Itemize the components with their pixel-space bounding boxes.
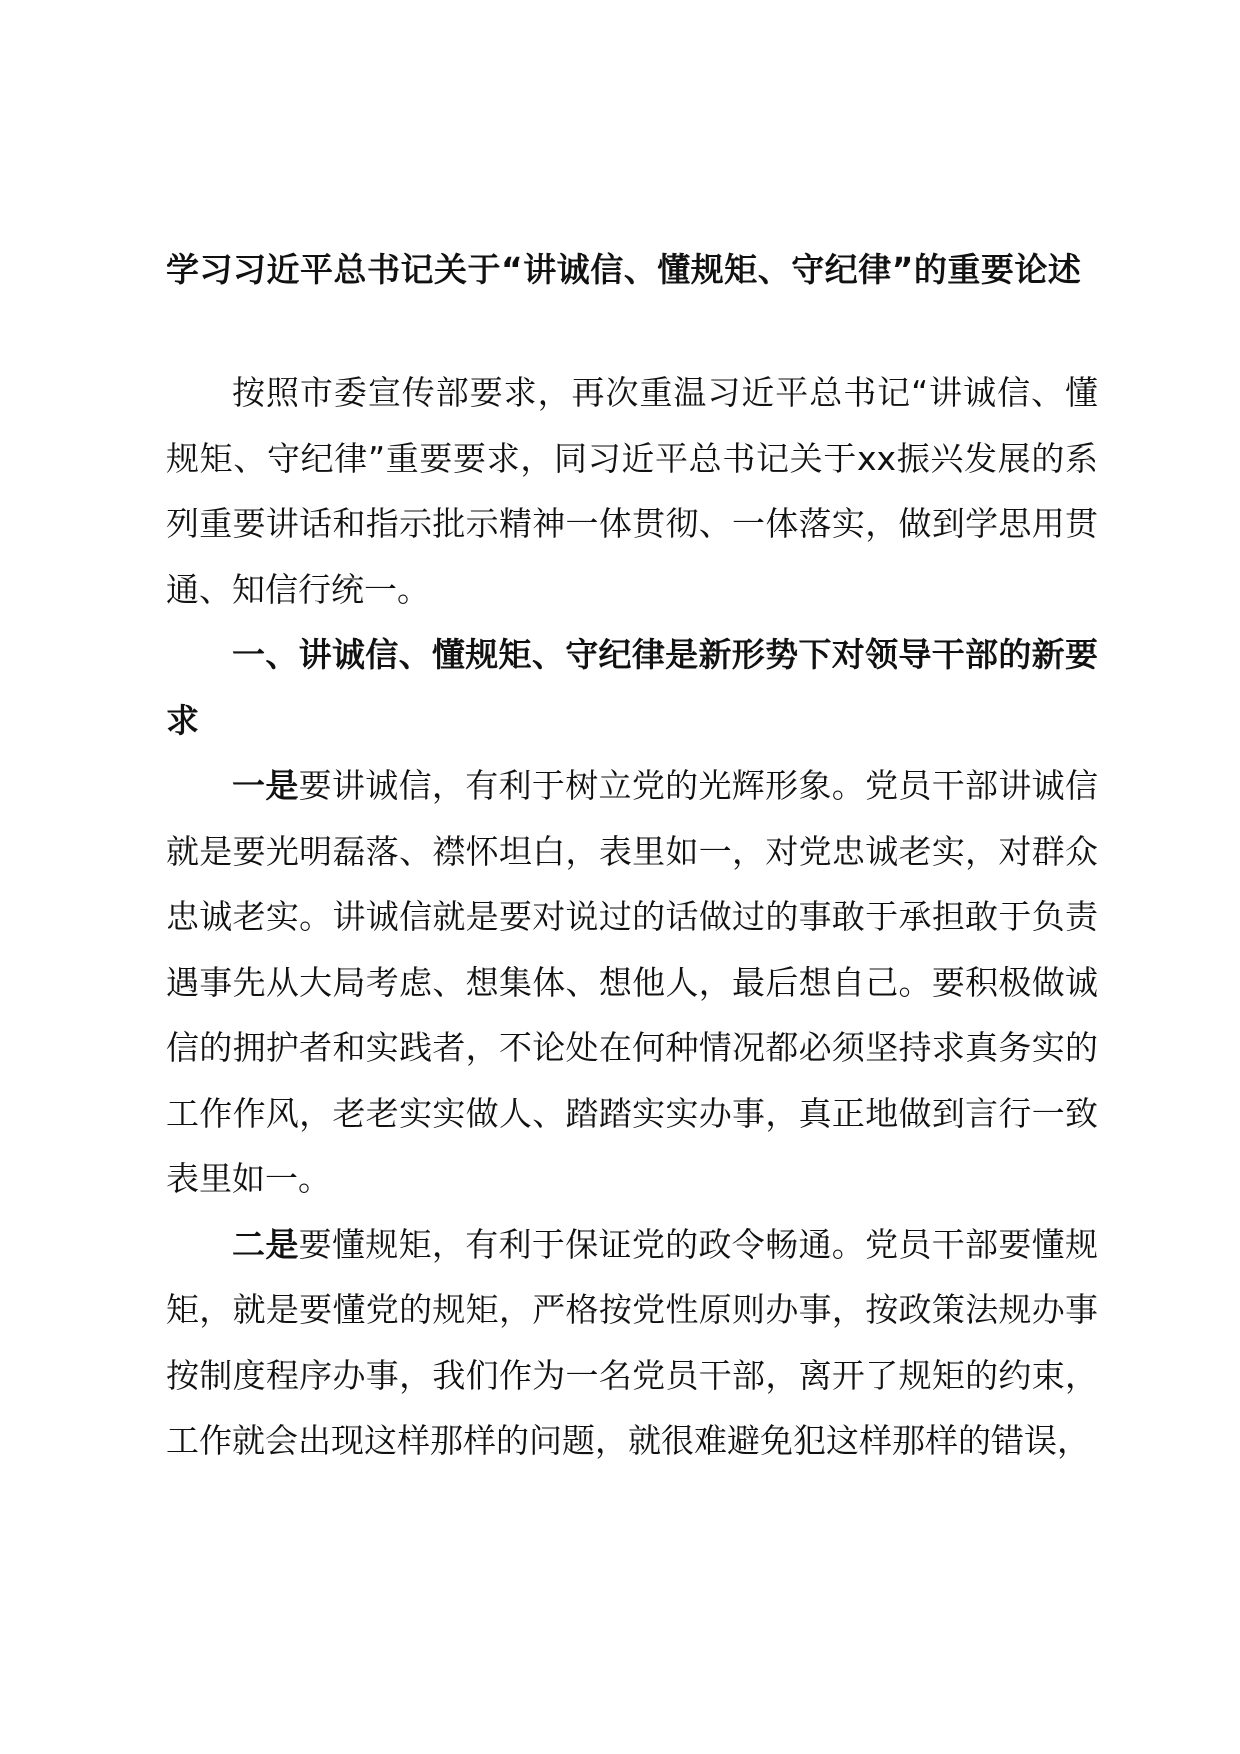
point-one-text: 要讲诚信，有利于树立党的光辉形象。党员干部讲诚信就是要光明磊落、襟怀坦白，表里如一，对党忠诚老实，对群众忠诚老实。讲诚信就是要对说过的话做过的事敢于承担敢于负责遇事先从大局考虑、想集体、想他人，最后想自己。要积极做诚信的拥护者和实践者，不论处在何种情况都必须坚持求真务实的工作作风，老老实实做人、踏踏实实办事，真正地做到言行一致表里如一。 <box>166 766 1099 1198</box>
point-two-lead: 二是 <box>232 1224 299 1264</box>
point-two-paragraph <box>166 1212 1098 1474</box>
point-one-paragraph <box>166 753 1098 1212</box>
document-title: 学习习近平总书记关于“讲诚信、懂规矩、守纪律”的重要论述 <box>166 250 1082 289</box>
point-two-text: 要懂规矩，有利于保证党的政令畅通。党员干部要懂规矩，就是要懂党的规矩，严格按党性原则办事，按政策法规办事按制度程序办事，我们作为一名党员干部，离开了规矩的约束，工作就会出现这样那样的问题，就很难避免犯这样那样的错误， <box>166 1224 1099 1460</box>
section-heading: 一、讲诚信、懂规矩、守纪律是新形势下对领导干部的新要求 <box>166 635 1098 740</box>
document-body <box>166 240 1098 1474</box>
intro-paragraph: 按照市委宣传部要求，再次重温习近平总书记“讲诚信、懂规矩、守纪律”重要要求，同习近平总书记关于xx振兴发展的系列重要讲话和指示批示精神一体贯彻、一体落实，做到学思用贯通、知信行统一。 <box>166 373 1098 609</box>
point-one-lead: 一是 <box>232 766 299 805</box>
